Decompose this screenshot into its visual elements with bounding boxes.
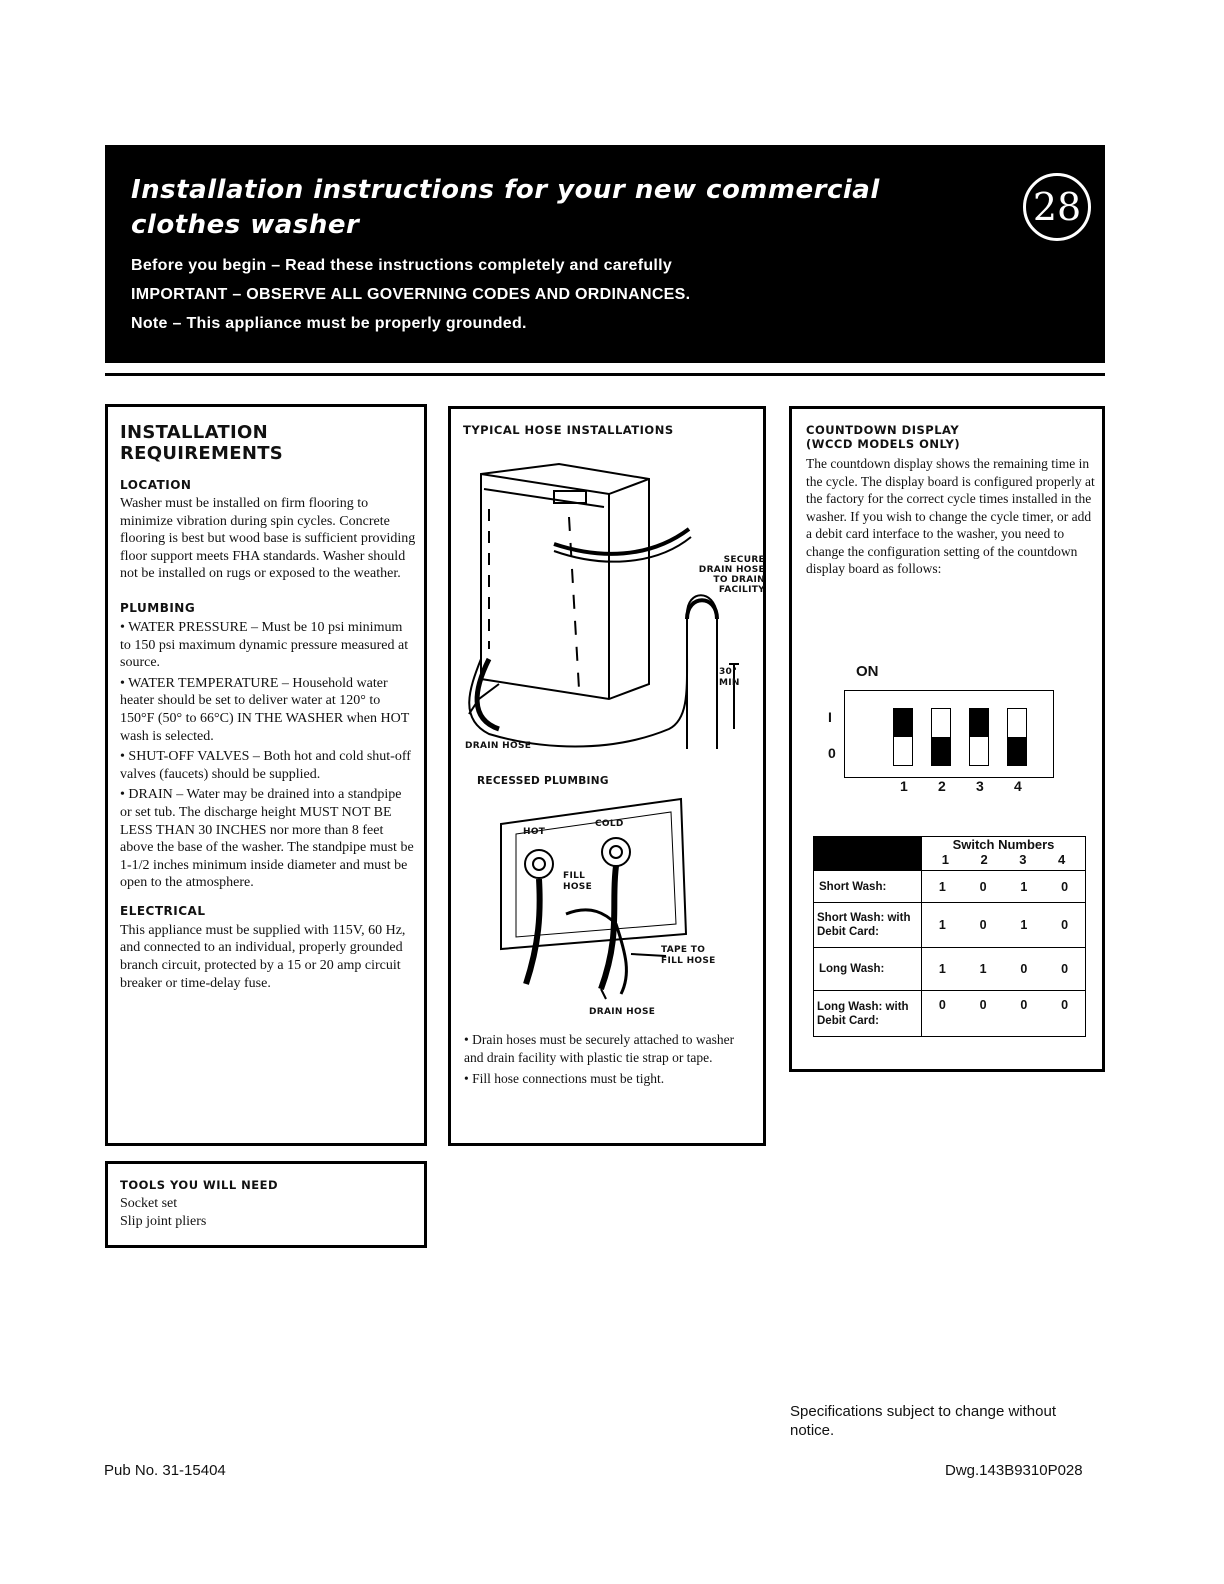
publication-number: Pub No. 31-15404 [104,1462,226,1479]
drain-hose-label: DRAIN HOSE [465,741,532,751]
row-value: 0 [979,998,987,1012]
location-text: Washer must be installed on firm flooring to minimize vibration during spin cycles. Concrete flooring is best but wood base is sufficient providing floor support meets FHA standards. Washer should not be installed on rugs or exposed to the weather. [120,496,416,582]
fill-hose-label: FILL HOSE [563,871,593,892]
dip-switch-number: 1 [900,778,908,794]
hose-installations-panel [448,406,766,1146]
header-divider [105,373,1105,376]
row-value: 0 [1061,918,1069,932]
row-value: 0 [979,918,987,932]
recessed-drain-hose-label: DRAIN HOSE [589,1007,656,1017]
hose-note: • Drain hoses must be securely attached to washer and drain facility with plastic tie strap or tape. [464,1032,735,1065]
dip-switch-knob [894,709,912,737]
row-value: 1 [1020,918,1028,932]
row-value: 1 [938,962,946,976]
tools-panel [105,1161,427,1248]
row-value: 0 [1020,998,1028,1012]
row-value: 1 [938,879,946,894]
row-label: Long Wash: with Debit Card: [814,991,922,1037]
row-label: Short Wash: [814,871,922,903]
countdown-text: The countdown display shows the remaining time in the cycle. The display board is configured properly at the factory for the correct cycle times installed in the washer. If you wish to change the cycle timer, or add a debit card interface to the washer, you need to change the configuration setting of the countdown display board as follows: [806,456,1095,576]
plumbing-heading: PLUMBING [120,600,196,615]
table-row [814,991,1086,1037]
dip-switch-block [844,690,1054,778]
plumbing-item: • WATER PRESSURE – Must be 10 psi minimum to 150 psi maximum dynamic pressure measured at source. [120,619,409,671]
hot-label: HOT [523,827,546,837]
row-value: 0 [1061,879,1069,894]
row-value: 0 [1061,962,1069,976]
plumbing-list [120,619,416,892]
requirements-heading: INSTALLATION REQUIREMENTS [120,422,284,464]
countdown-subheading: (WCCD MODELS ONLY) [806,437,961,451]
row-value: 1 [1020,879,1028,894]
table-row [814,871,1086,903]
dip-switch-number: 4 [1014,778,1022,794]
switch-numbers-heading: Switch Numbers [952,837,1055,852]
dip-switch[interactable] [893,708,913,766]
dip-row-high-label: I [828,709,832,725]
dip-switch[interactable] [1007,708,1027,766]
countdown-display-panel [789,406,1105,1072]
table-header-cell [922,837,1086,871]
row-value: 0 [938,998,946,1012]
electrical-heading: ELECTRICAL [120,903,206,918]
table-row [814,948,1086,991]
dip-switch-number: 3 [976,778,984,794]
intro-line: Before you begin – Read these instructions completely and carefully [131,257,673,274]
dip-switch-knob [932,737,950,765]
row-label: Long Wash: [814,948,922,991]
important-line: IMPORTANT – OBSERVE ALL GOVERNING CODES AND ORDINANCES. [131,286,691,303]
row-value: 0 [1020,962,1028,976]
column-number: 3 [1019,852,1027,867]
dip-row-low-label: 0 [828,745,836,761]
page-number-badge: 28 [1023,173,1091,241]
cold-label: COLD [595,819,624,829]
electrical-text: This appliance must be supplied with 115V, 60 Hz, and connected to an individual, properly grounded branch circuit, protected by a 15 or 20 amp circuit breaker or time-delay fuse. [120,922,406,991]
secure-drain-hose-label: SECURE DRAIN HOSE TO DRAIN FACILITY [698,555,765,595]
tool-item: Socket set [120,1196,178,1211]
dip-on-label: ON [856,663,879,680]
table-row [814,903,1086,948]
plumbing-item: • WATER TEMPERATURE – Household water heater should be set to deliver water at 120° to 150°F (50° to 66°C) IN THE WASHER when HOT wash is selected. [120,675,410,744]
header-banner [105,145,1105,363]
dip-switch-number: 2 [938,778,946,794]
tape-to-fill-hose-label: TAPE TO FILL HOSE [661,945,716,966]
dip-switch-knob [970,709,988,737]
row-label: Short Wash: with Debit Card: [814,903,922,948]
dip-switch[interactable] [931,708,951,766]
table-corner-cell [814,837,922,871]
washer-drain-illustration [459,449,759,749]
hoses-heading: TYPICAL HOSE INSTALLATIONS [463,423,674,437]
column-number: 2 [980,852,988,867]
note-line: Note – This appliance must be properly grounded. [131,315,527,332]
row-value: 1 [979,962,987,976]
row-value: 0 [979,879,987,894]
plumbing-item: • DRAIN – Water may be drained into a standpipe or set tub. The discharge height MUST NOT BE LESS THAN 30 INCHES nor more than 8 feet above the base of the washer. The standpipe must be 1-1/2 inches minimum inside diameter and must be open to the atmosphere. [120,787,414,891]
location-heading: LOCATION [120,478,192,492]
dip-switch[interactable] [969,708,989,766]
switch-settings-table [813,836,1086,1037]
installation-requirements-panel [105,404,427,1146]
row-value: 0 [1061,998,1069,1012]
drawing-number: Dwg.143B9310P028 [945,1462,1083,1479]
plumbing-item: • SHUT-OFF VALVES – Both hot and cold shut-off valves (faucets) should be supplied. [120,749,411,782]
minimum-height-label: 30" MIN [719,667,740,688]
column-number: 1 [941,852,949,867]
recessed-plumbing-heading: RECESSED PLUMBING [477,775,609,787]
tools-heading: TOOLS YOU WILL NEED [120,1178,279,1192]
row-value: 1 [938,918,946,932]
hose-note: • Fill hose connections must be tight. [464,1071,665,1086]
column-number: 4 [1058,852,1066,867]
countdown-heading: COUNTDOWN DISPLAY [806,423,960,437]
tool-item: Slip joint pliers [120,1213,207,1229]
dip-switch-knob [1008,737,1026,765]
page-title: Installation instructions for your new commercial clothes washer [131,175,880,240]
specifications-note: Specifications subject to change without notice. [790,1403,1056,1439]
